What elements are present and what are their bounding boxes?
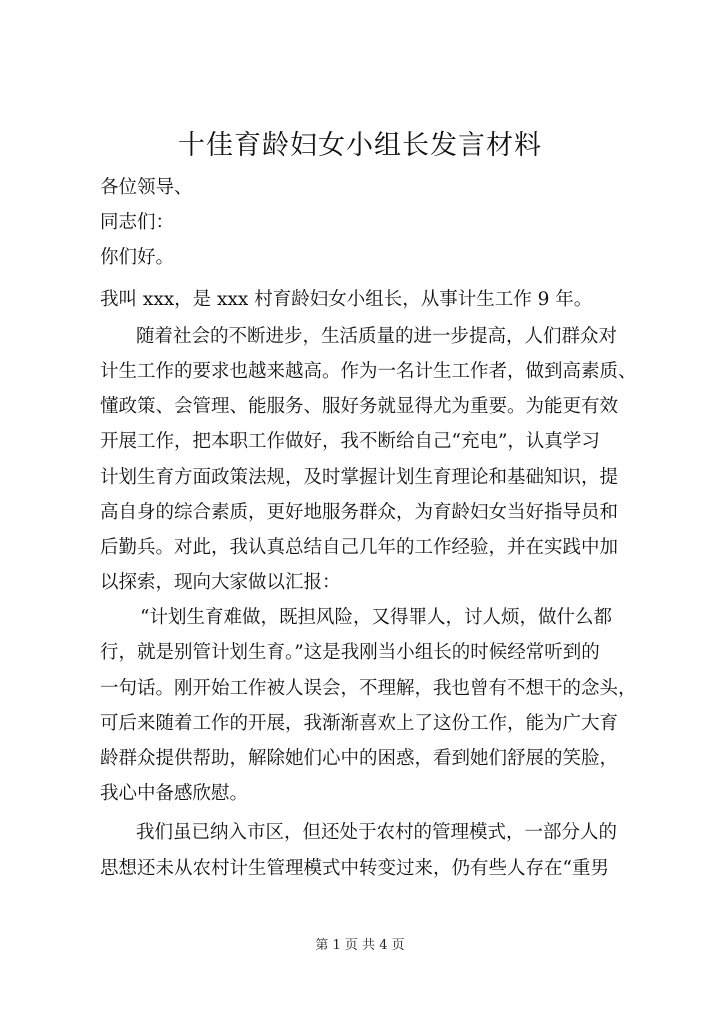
quote-line: “计划生育难做，既担风险，又得罪人，讨人烦，做什么都 bbox=[140, 607, 612, 629]
paragraph-line: 思想还未从农村计生管理模式中转变过来，仍有些人存在“重男 bbox=[100, 857, 609, 879]
paragraph-line: 龄群众提供帮助，解除她们心中的困惑，看到她们舒展的笑脸， bbox=[100, 748, 619, 769]
paragraph-line: 开展工作，把本职工作做好，我不断给自己“充电”，认真学习 bbox=[100, 431, 600, 453]
paragraph-line: 随着社会的不断进步，生活质量的进一步提高，人们群众对 bbox=[136, 325, 618, 347]
paragraph-line: 高自身的综合素质，更好地服务群众，为育龄妇女当好指导员和 bbox=[100, 501, 619, 523]
paragraph-line: 行，就是别管计划生育。”这是我刚当小组长的时候经常听到的 bbox=[100, 642, 600, 664]
paragraph-line: 可后来随着工作的开展，我渐渐喜欢上了这份工作，能为广大育 bbox=[100, 712, 619, 734]
document-title: 十佳育龄妇女小组长发言材料 bbox=[178, 130, 542, 161]
document-body bbox=[100, 170, 640, 886]
paragraph-line: 以探索，现向大家做以汇报： bbox=[100, 572, 341, 594]
salutation-line: 各位领导、 bbox=[100, 177, 193, 198]
paragraph-line: 我们虽已纳入市区，但还处于农村的管理模式，一部分人的 bbox=[136, 822, 618, 844]
paragraph-line: 我叫 xxx，是 xxx 村育龄妇女小组长，从事计生工作 9 年。 bbox=[100, 288, 593, 310]
greeting-line: 你们好。 bbox=[100, 247, 175, 269]
salutation-line: 同志们： bbox=[100, 212, 175, 234]
paragraph-line: 计生工作的要求也越来越高。作为一名计生工作者，做到高素质、 bbox=[100, 360, 637, 382]
paragraph-line: 一句话。刚开始工作被人误会，不理解，我也曾有不想干的念头， bbox=[100, 677, 637, 699]
paragraph-line: 懂政策、会管理、能服务、服好务就显得尤为重要。为能更有效 bbox=[100, 396, 619, 418]
paragraph-line: 计划生育方面政策法规，及时掌握计划生育理论和基础知识，提 bbox=[100, 466, 619, 488]
paragraph-line: 我心中备感欣慰。 bbox=[100, 783, 249, 805]
page-number-footer: 第 1 页 共 4 页 bbox=[315, 938, 405, 953]
paragraph-line: 后勤兵。对此，我认真总结自己几年的工作经验，并在实践中加 bbox=[100, 536, 619, 558]
